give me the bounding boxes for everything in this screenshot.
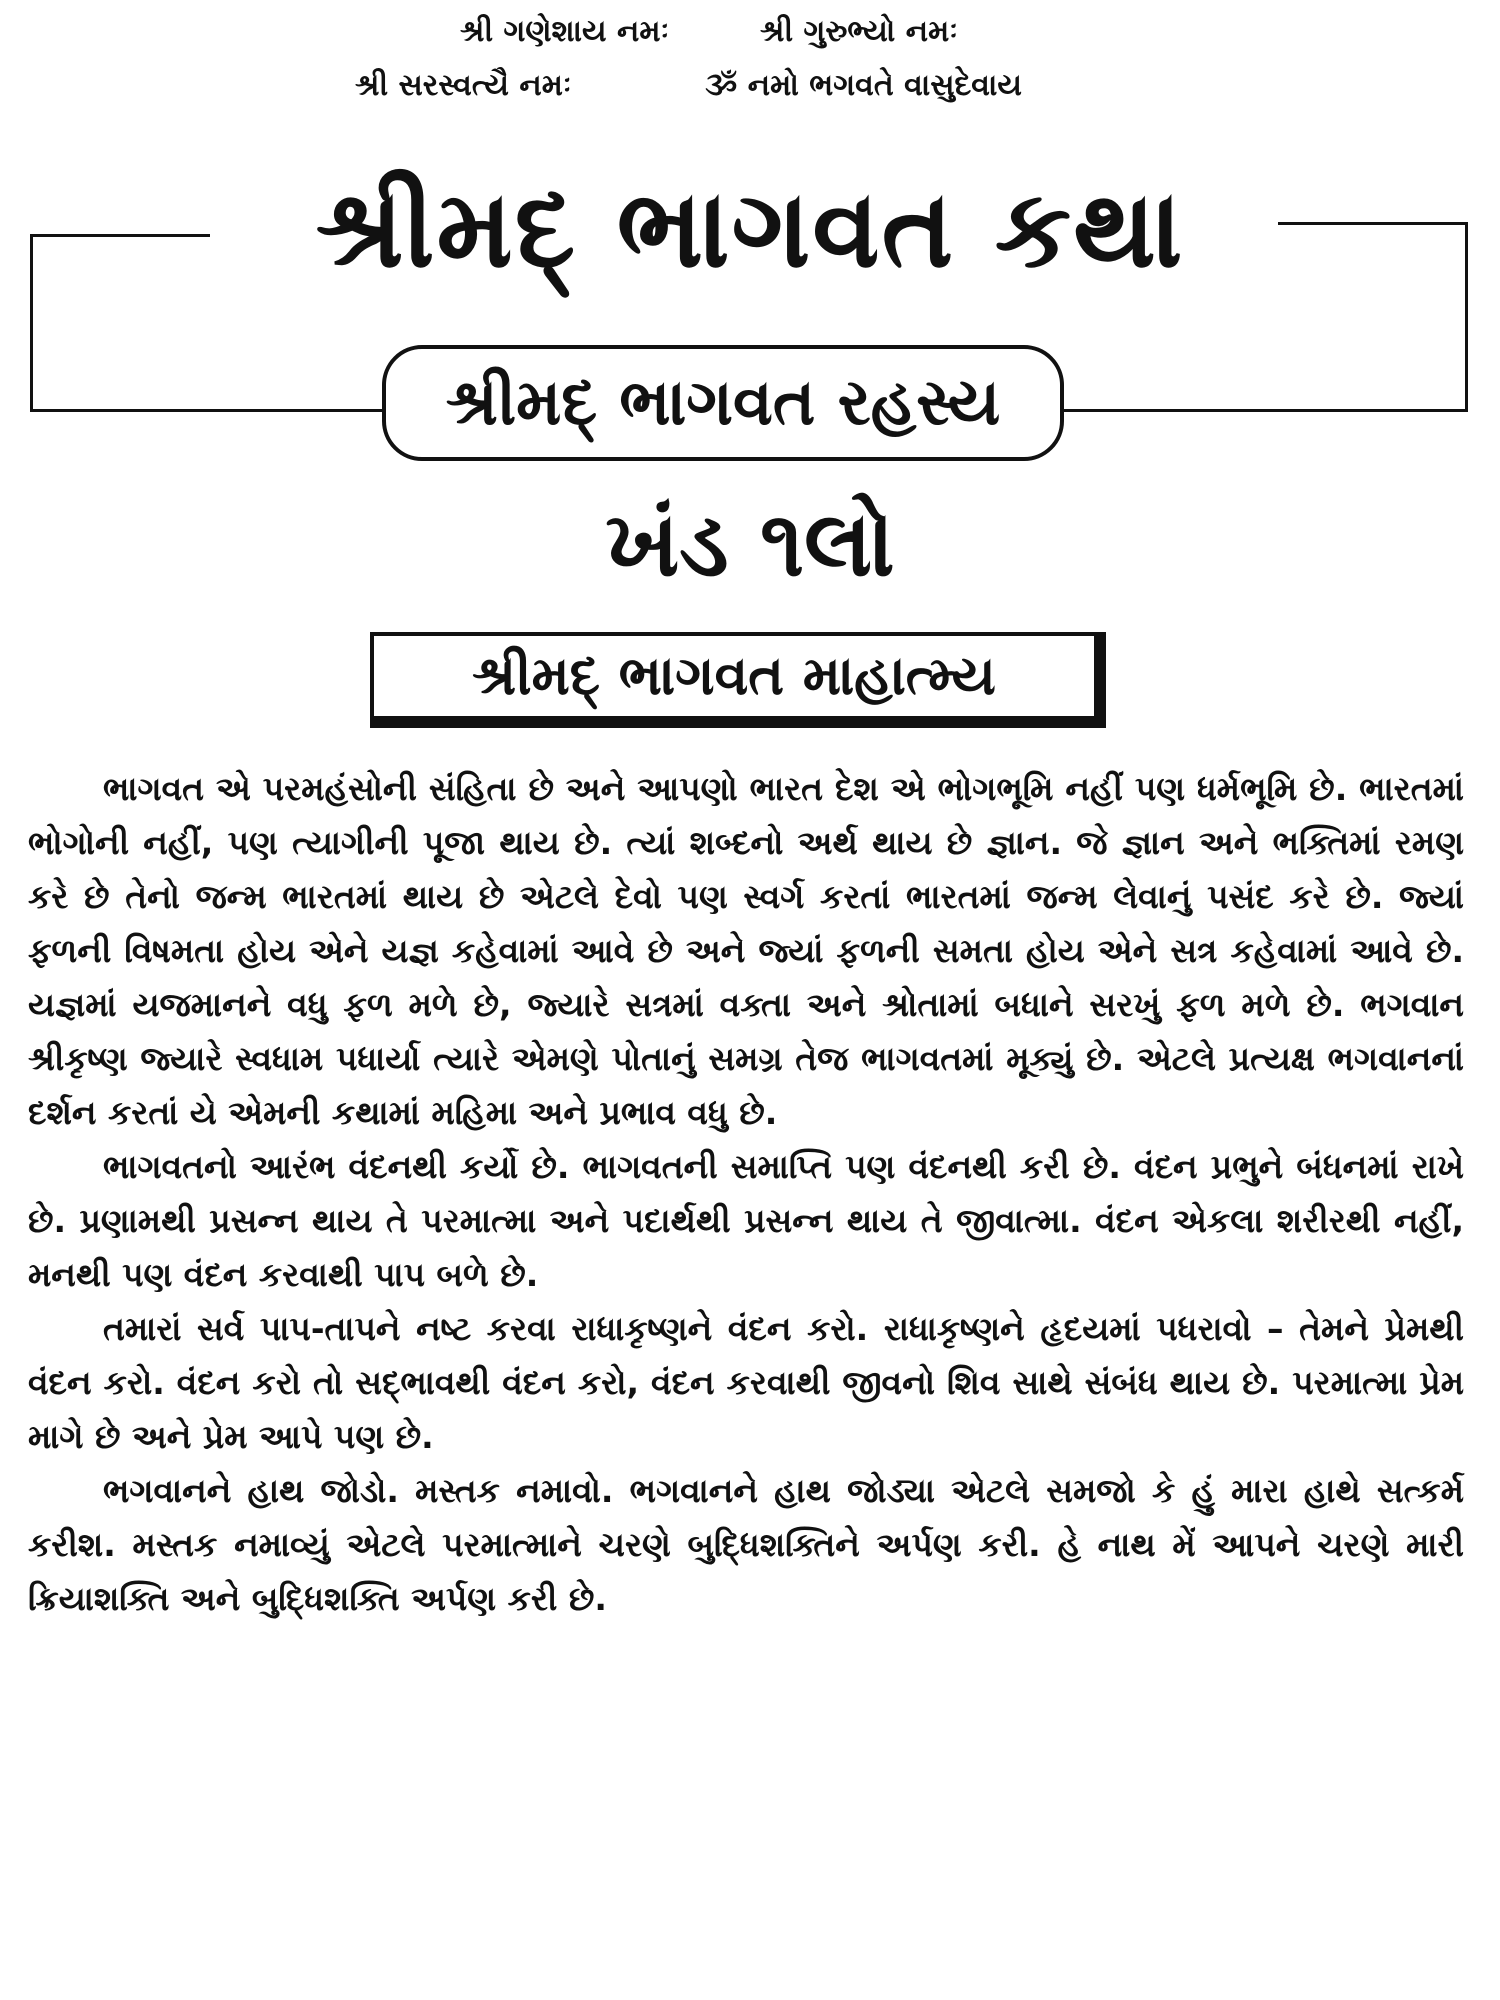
subtitle-box bbox=[382, 345, 1064, 461]
section-heading: શ્રીમદ્ ભાગવત માહાત્મ્ય bbox=[472, 644, 996, 707]
volume-label: ખંડ ૧લો bbox=[605, 492, 895, 597]
section-heading-box bbox=[370, 632, 1106, 728]
subtitle: શ્રીમદ્ ભાગવત રહસ્ય bbox=[445, 366, 1001, 440]
invocation-saraswati: શ્રી સરસ્વત્યૈ નમઃ bbox=[355, 68, 572, 103]
frame-right-top-line bbox=[1278, 222, 1468, 225]
invocation-ganesha: શ્રી ગણેશાય નમઃ bbox=[460, 14, 670, 49]
paragraph-1: ભાગવત એ પરમહંસોની સંહિતા છે અને આપણો ભારત દેશ એ ભોગભૂમિ નહીં પણ ધર્મભૂમિ છે. ભારતમાં ભોગોની નહીં, પણ ત્યાગીની પૂજા થાય છે. ત્યાં શબ્દનો અર્થ થાય છે જ્ઞાન. જે જ્ઞાન અને ભક્તિમાં રમણ કરે છે તેનો જન્મ ભારતમાં થાય છે એટલે દેવો પણ સ્વર્ગ કરતાં ભારતમાં જન્મ લેવાનું પસંદ કરે છે. જ્યાં ફળની વિષમતા હોય એને યજ્ઞ કહેવામાં આવે છે અને જ્યાં ફળની સમતા હોય એને સત્ર કહેવામાં આવે છે. યજ્ઞમાં યજમાનને વધુ ફળ મળે છે, જ્યારે સત્રમાં વક્તા અને શ્રોતામાં બધાને સરખું ફળ મળે છે. ભગવાન શ્રીકૃષ્ણ જ્યારે સ્વધામ પધાર્યા ત્યારે એમણે પોતાનું સમગ્ર તેજ ભાગવતમાં મૂક્યું છે. એટલે પ્રત્યક્ષ ભગવાનનાં દર્શન કરતાં યે એમની કથામાં મહિમા અને પ્રભાવ વધુ છે. bbox=[28, 769, 1464, 1132]
body-text bbox=[28, 762, 1464, 1626]
invocation-vasudeva: ૐ નમો ભગવતે વાસુદેવાય bbox=[705, 68, 1022, 103]
main-title: શ્રીમદ્ ભાગવત કથા bbox=[315, 167, 1185, 292]
frame-left-vertical-line bbox=[30, 234, 33, 412]
paragraph-4: ભગવાનને હાથ જોડો. મસ્તક નમાવો. ભગવાનને હાથ જોડ્યા એટલે સમજો કે હું મારા હાથે સત્કર્મ કરીશ. મસ્તક નમાવ્યું એટલે પરમાત્માને ચરણે બુદ્ધિશક્તિને અર્પણ કરી. હે નાથ મેં આપને ચરણે મારી ક્રિયાશક્તિ અને બુદ્ધિશક્તિ અર્પણ કરી છે. bbox=[28, 1471, 1464, 1618]
frame-left-bottom-line bbox=[30, 409, 384, 412]
frame-left-top-line bbox=[30, 234, 210, 237]
frame-right-bottom-line bbox=[1062, 409, 1468, 412]
invocation-guru: શ્રી ગુરુભ્યો નમઃ bbox=[760, 14, 958, 49]
paragraph-3: તમારાં સર્વ પાપ-તાપને નષ્ટ કરવા રાધાકૃષ્ણને વંદન કરો. રાધાકૃષ્ણને હૃદયમાં પધરાવો – તેમને પ્રેમથી વંદન કરો. વંદન કરો તો સદ્ભાવથી વંદન કરો, વંદન કરવાથી જીવનો શિવ સાથે સંબંધ થાય છે. પરમાત્મા પ્રેમ માગે છે અને પ્રેમ આપે પણ છે. bbox=[28, 1309, 1464, 1456]
frame-right-vertical-line bbox=[1465, 222, 1468, 412]
paragraph-2: ભાગવતનો આરંભ વંદનથી કર્યો છે. ભાગવતની સમાપ્તિ પણ વંદનથી કરી છે. વંદન પ્રભુને બંધનમાં રાખે છે. પ્રણામથી પ્રસન્ન થાય તે પરમાત્મા અને પદાર્થથી પ્રસન્ન થાય તે જીવાત્મા. વંદન એકલા શરીરથી નહીં, મનથી પણ વંદન કરવાથી પાપ બળે છે. bbox=[28, 1147, 1464, 1294]
